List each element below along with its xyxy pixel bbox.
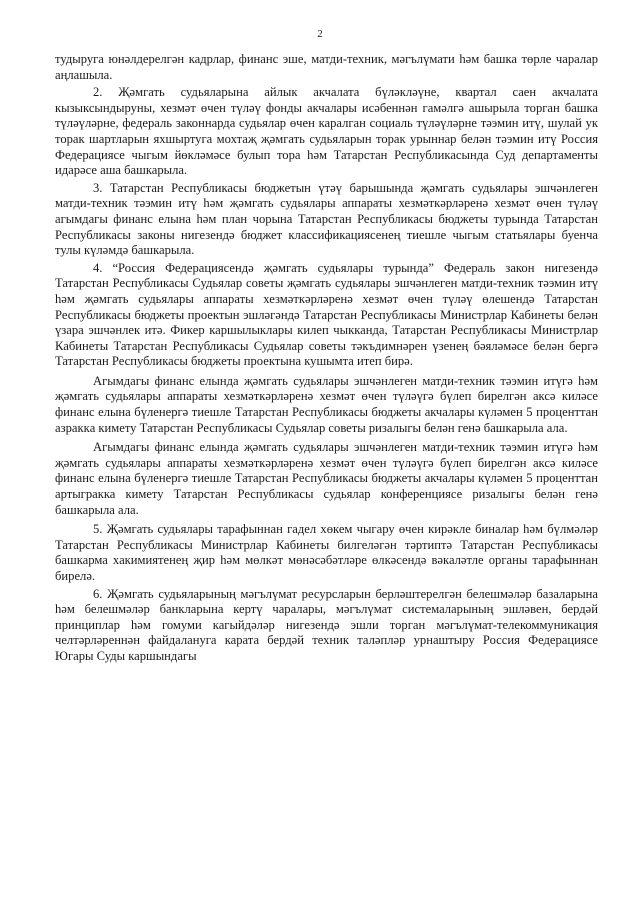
paragraph-budget-reduction-conference: Агымдагы финанс елында җәмгать судьялары эшчәнлеген матди-техник тәэмин итүгә һәм җәмгать судьялары аппараты хезмәткәрләренә хезмәт өчен түләүгә бүлеп бирелгән аксә киләсе финанс елына бүленергә тиешле Татарстан Республикасы бюджеты акчалары күләмен 5 проценттан артыгракка кимету Татарстан Республикасы судьялар конференциясе ризалыгы белән генә башкарыла ала. <box>55 440 598 517</box>
paragraph-item-5: 5. Җәмгать судьялары тарафыннан гадел хөкем чыгару өчен кирәкле биналар һәм бүлмәләр Татарстан Республикасы Министрлар Кабинеты билгеләгән тәртиптә Татарстан Республикасы башкарма хакимиятенең җир һәм мөлкәт мөнәсәбәтләре өлкәсендә вәкаләтле органы тарафыннан бирелә. <box>55 522 598 583</box>
paragraph-continuation: тудыруга юнәлдерелгән кадрлар, финанс эше, матди-техник, мәгълүмати һәм башка төрле чаралар аңлашыла. <box>55 52 598 82</box>
paragraph-item-3: 3. Татарстан Республикасы бюджетын үтәү барышында җәмгать судьялары эшчәнлеген матди-техник тәэмин итү һәм җәмгать судьялары аппараты хезмәткәрләренә хезмәт өчен түләү агымдагы финанс елына һәм план чорына Татарстан Республикасы бюджеты турында Татарстан Республикасы законы нигезендә бюджет классификациясенең тиешле чыгым статьялары буенча тулы күләмдә башкарыла. <box>55 180 598 258</box>
page-number: 2 <box>317 28 323 40</box>
paragraph-item-6: 6. Җәмгать судьяларының мәгълүмат ресурсларын берләштерелгән белешмәләр базаларына һәм белешмәләр банкларына кертү чаралары, мәгълүмат системаларының эшләвен, бердәй принциплар һәм гомуми кагыйдәләр нигезендә эшли торган мәгълүмат-телекоммуникация челтәрләреннән файдалануга карата бердәй техник таләпләр урнаштыру Россия Федерациясе Югары Суды каршындагы <box>55 586 598 663</box>
paragraph-item-4: 4. “Россия Федерациясендә җәмгать судьялары турында” Федераль закон нигезендә Татарстан Республикасы Судьялар советы җәмгать судьялары эшчәнлеген матди-техник тәэмин итү һәм җәмгать судьялары аппараты хезмәткәрләренә хезмәт өчен түләү өлешендә Татарстан Республикасы бюджеты проектын эшләгәндә Татарстан Республикасы Министрлар Кабинеты белән үзара эшчәнлек итә. Фикер каршылыклары килеп чыкканда, Татарстан Республикасы Министрлар Кабинеты Татарстан Республикасы Судьялар советы тәкъдимнәрен үзенең бәяләмәсе белән бергә Татарстан Республикасы бюджеты проектына кушымта итеп бирә. <box>55 260 598 369</box>
paragraph-item-2: 2. Җәмгать судьяларына айлык акчалата бүләкләүне, квартал саен акчалата кызыксындыруны, хезмәт өчен түләү фонды акчалары исәбеннән гамәлгә ашырыла торган башка түләүләрне, федераль законнарда судьялар өчен каралган социаль түләүләрне тәэмин итү, шулай ук торак шартларын яхшыртуга мохтаҗ җәмгать судьяларын торак урыннар белән тәэмин итү Россия Федерациясе чыгым йөкләмәсе булып тора һәм Татарстан Республикасында Суд департаменты идарәсе аша башкарыла. <box>55 85 598 178</box>
document-body <box>55 52 598 665</box>
paragraph-budget-reduction-council: Агымдагы финанс елында җәмгать судьялары эшчәнлеген матди-техник тәэмин итүгә һәм җәмгать судьялары аппараты хезмәткәрләренә хезмәт өчен түләүгә бүлеп бирелгән аксә киләсе финанс елына бүленергә тиешле Татарстан Республикасы бюджеты акчалары күләмен 5 проценттан азраккa кимету Татарстан Республикасы Судьялар советы ризалыгы белән генә башкарыла ала. <box>55 373 598 435</box>
